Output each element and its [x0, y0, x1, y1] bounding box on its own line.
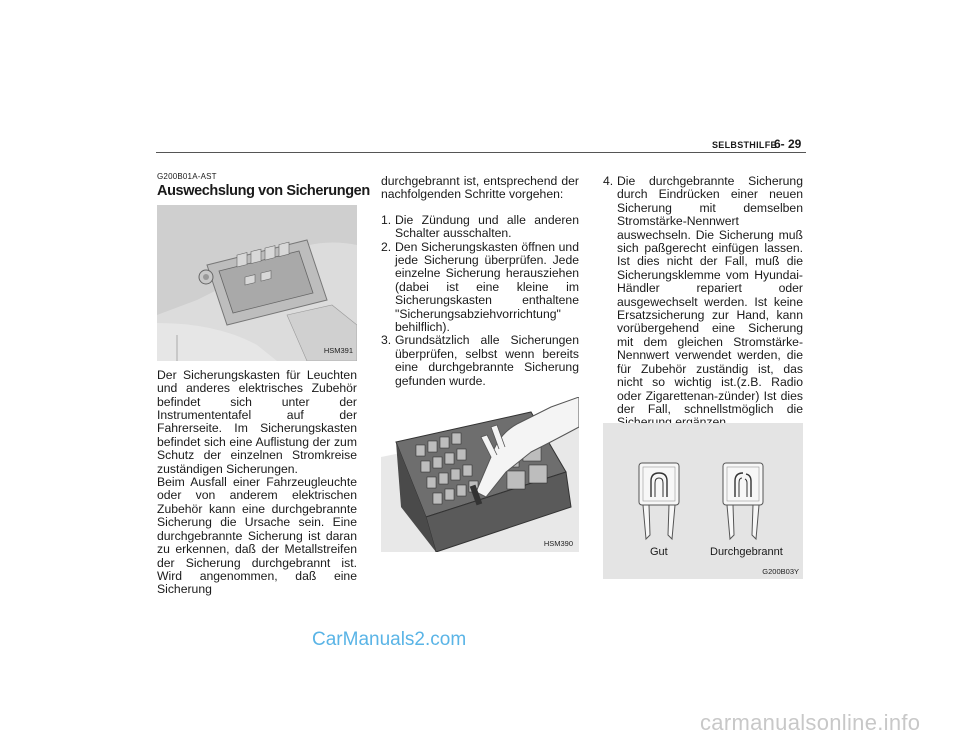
paragraph: Der Sicherungskasten für Leuchten und anderes elektrisches Zubehör befindet sich unter der Instrumententafel auf der Fahrerseite. Im Sicherungskasten befindet sich eine Auflistung der zum Schutz der einzelnen Stromkreise zuständigen Sicherungen.: [157, 367, 357, 476]
column-2: [381, 175, 579, 388]
fuse-blown-label: Durchgebrannt: [710, 546, 783, 558]
watermark-link[interactable]: CarManuals2.com: [312, 629, 467, 650]
fuse-good-icon: [639, 463, 679, 539]
step-list: [603, 175, 803, 430]
step-text: Die Zündung und alle anderen Schalter ausschalten.: [395, 212, 579, 241]
section-code: G200B01A-AST: [157, 172, 217, 181]
figure-fuse-comparison: [603, 423, 803, 579]
step-item: [381, 214, 579, 241]
step-text: Grundsätzlich alle Sicherungen überprüfen, selbst wenn bereits eine durchgebrannte Sicherung gefunden wurde.: [395, 333, 579, 388]
figure-label: HSM390: [543, 539, 573, 548]
step-text: Die durchgebrannte Sicherung durch Eindrücken einer neuen Sicherung mit demselben Stromstärke-Nennwert auswechseln. Die Sicherung muß sich paßgerecht einfügen lassen. Ist dies nicht der Fall, muß die Sicherungsklemme vom Hyundai-Händler repariert oder ausgewechselt werden. Ist keine Ersatzsicherung zur Hand, kann vorübergehend eine Sicherung mit dem gleichen Stromstärke-Nennwert verwendet werden, die für Zubehör zuständig ist, das nicht so wichtig ist.(z.B. Radio oder Zigarettenan-zünder) Ist dies der Fall, schnellstmöglich die: [617, 174, 803, 416]
fuse-blown-icon: [723, 463, 763, 539]
figure-label: G200B03Y: [762, 567, 799, 576]
paragraph: Beim Ausfall einer Fahrzeugleuchte oder von anderem elektrischen Zubehör kann eine durchgebrannte Sicherung die Ursache sein. Eine durchgebrannte Sicherung ist daran zu erkennen, daß der Metallstreifen der Sicherung durchgebrannt ist. Wird angenommen, daß eine Sicherung: [157, 475, 357, 597]
step-item: [381, 334, 579, 388]
column-3: [603, 175, 803, 430]
section-heading: Auswechslung von Sicherungen: [157, 183, 370, 200]
fuse-good-label: Gut: [650, 546, 668, 558]
step-item: [381, 241, 579, 335]
paragraph: durchgebrannt ist, entsprechend der nachfolgenden Schritte vorgehen:: [381, 174, 579, 202]
step-number: 2.: [381, 239, 392, 254]
column-1: [157, 170, 370, 597]
header-rule: [156, 152, 806, 153]
figure-fuse-box-location: [157, 205, 357, 361]
section-title: SELBSTHILFE: [712, 140, 777, 150]
step-item: [603, 175, 803, 430]
page-number: 6- 29: [774, 137, 802, 151]
figure-label: HSM391: [323, 346, 353, 356]
step-number: 4.: [603, 174, 614, 188]
step-number: 3.: [381, 333, 392, 348]
step-list: [381, 214, 579, 388]
fuse-box-location-illustration: [157, 205, 357, 361]
figure-fuse-removal: [381, 397, 579, 552]
step-text: Den Sicherungskasten öffnen und jede Sicherung überprüfen. Jede einzelne Sicherung herausziehen (dabei ist eine kleine im Sicherungskasten enthaltene "Sicherungsabziehvorrichtung" behilflich).: [395, 239, 579, 335]
step-number: 1.: [381, 212, 392, 227]
fuse-removal-illustration: [381, 397, 579, 552]
watermark-text: carmanualsonline.info: [700, 710, 921, 735]
